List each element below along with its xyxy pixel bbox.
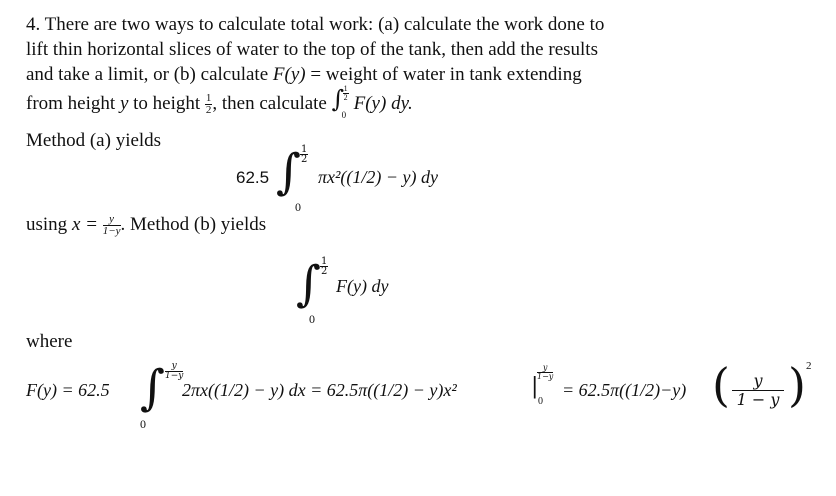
- method-b-integrand: F(y) dy: [336, 276, 389, 296]
- method-b-upper-limit: $\frac{1}{2}$: [321, 256, 328, 277]
- inline-int-upper: $\frac{1}{2}$: [343, 84, 348, 102]
- formula-lhs: F(y) = 62.5: [26, 380, 110, 400]
- line-3-text-a: and take a limit, or (b) calculate: [26, 64, 273, 85]
- f-of-y-formula: [26, 360, 816, 440]
- line-4-y: y: [119, 93, 129, 114]
- line-4-text-a: from height: [26, 93, 120, 114]
- left-paren-icon: (: [712, 358, 730, 412]
- half-fraction: $\frac{1}{2}$: [205, 92, 212, 117]
- integral-sign-icon: ∫: [296, 256, 322, 312]
- inline-integral: [331, 84, 354, 120]
- using-prefix: using: [26, 214, 72, 235]
- where-label: where: [26, 331, 73, 352]
- integral-sign-icon: ∫: [140, 360, 166, 416]
- integral-sign-icon: ∫: [276, 144, 302, 200]
- formula-exponent: 2: [806, 360, 812, 372]
- problem-line-2: lift thin horizontal slices of water to the top of the tank, then add the results: [26, 39, 598, 60]
- formula-int-lower: 0: [140, 417, 146, 431]
- using-line: [26, 212, 266, 237]
- inline-int-lower: 0: [341, 110, 347, 120]
- integral-sign-icon: ∫: [331, 85, 345, 113]
- method-b-equation: [296, 254, 436, 324]
- method-b-lower-limit: 0: [309, 312, 315, 326]
- using-fraction: $\frac{y}{1-y}$: [102, 213, 121, 238]
- formula-integrand: 2πx((1/2) − y) dx = 62.5π((1/2) − y)x²: [182, 380, 457, 400]
- formula-rhs: = 62.5π((1/2)−y): [562, 380, 687, 400]
- method-a-integrand: πx²((1/2) − y) dy: [318, 167, 439, 187]
- problem-line-3: [26, 62, 582, 87]
- method-a-lower-limit: 0: [295, 200, 301, 214]
- problem-line-1: 4. There are two ways to calculate total work: (a) calculate the work done to: [26, 14, 605, 35]
- formula-paren-fraction: $\frac{y}{1 - y}$: [732, 372, 784, 409]
- formula-int-upper: $\frac{y}{1-y}$: [165, 361, 184, 381]
- line-3-text-b: = weight of water in tank extending: [305, 64, 582, 85]
- method-a-label: Method (a) yields: [26, 130, 162, 151]
- method-a-equation: [236, 142, 476, 212]
- problem-line-4: [26, 84, 413, 120]
- line-4-text-c: , then calculate: [212, 93, 332, 114]
- line-3-fy: F(y): [272, 64, 306, 85]
- eval-bar-icon: |: [531, 374, 539, 399]
- method-a-upper-limit: $\frac{1}{2}$: [301, 144, 308, 165]
- formula-eval-lower: 0: [538, 396, 543, 407]
- line-4-text-b: to height: [128, 93, 205, 114]
- right-paren-icon: ): [788, 358, 806, 412]
- formula-eval-upper: $\frac{y}{1-y}$: [537, 363, 554, 381]
- line-4-integrand: F(y) dy.: [353, 93, 413, 114]
- using-suffix: . Method (b) yields: [120, 214, 267, 235]
- method-a-coef: 62.5: [236, 168, 270, 187]
- using-x-eq: x =: [71, 214, 103, 235]
